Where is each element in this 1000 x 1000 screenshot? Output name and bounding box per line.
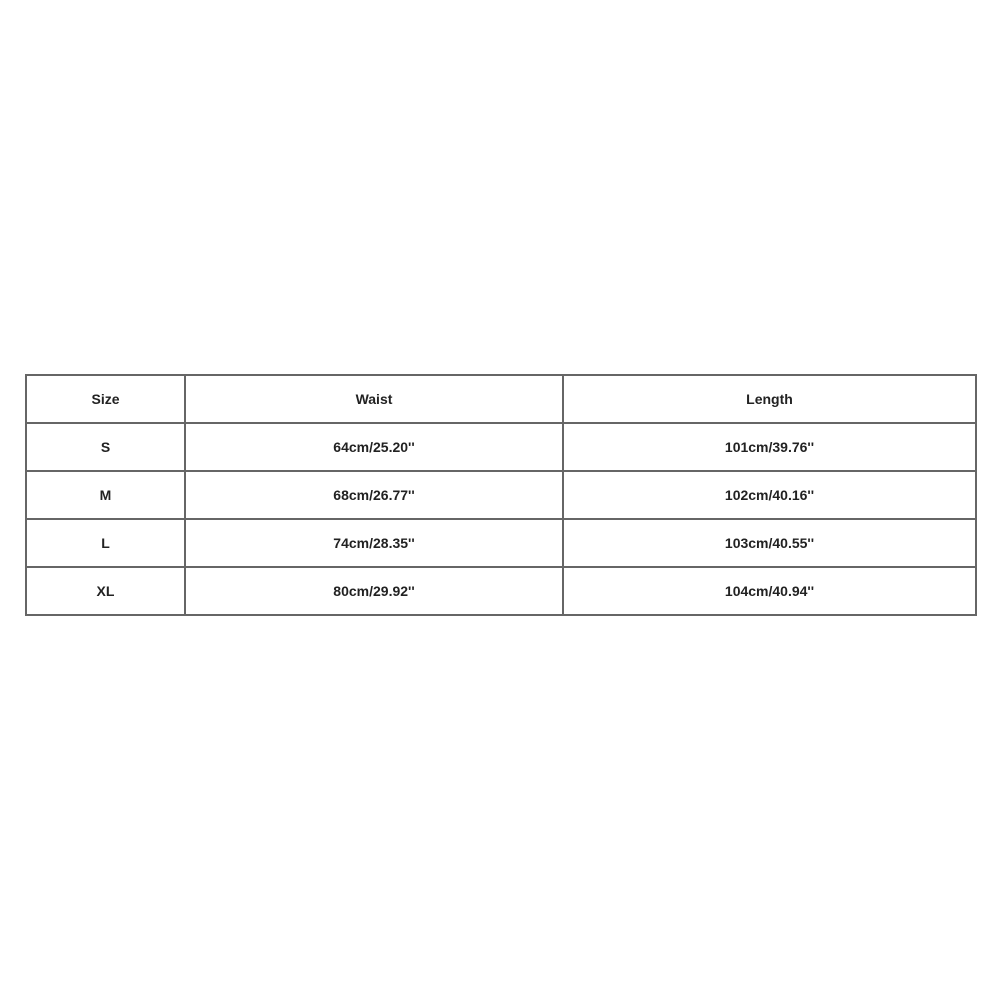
size-chart-table [25,374,977,616]
cell-size: M [26,471,185,519]
cell-size: XL [26,567,185,615]
table-row [26,519,976,567]
cell-length: 102cm/40.16'' [563,471,976,519]
size-chart-header [26,375,976,423]
cell-waist: 74cm/28.35'' [185,519,563,567]
header-row [26,375,976,423]
header-size: Size [26,375,185,423]
cell-size: S [26,423,185,471]
cell-waist: 68cm/26.77'' [185,471,563,519]
cell-waist: 80cm/29.92'' [185,567,563,615]
header-waist: Waist [185,375,563,423]
header-length: Length [563,375,976,423]
cell-size: L [26,519,185,567]
table-row [26,471,976,519]
table-row [26,423,976,471]
cell-length: 103cm/40.55'' [563,519,976,567]
size-chart-body [26,423,976,615]
cell-length: 101cm/39.76'' [563,423,976,471]
cell-waist: 64cm/25.20'' [185,423,563,471]
cell-length: 104cm/40.94'' [563,567,976,615]
table-row [26,567,976,615]
